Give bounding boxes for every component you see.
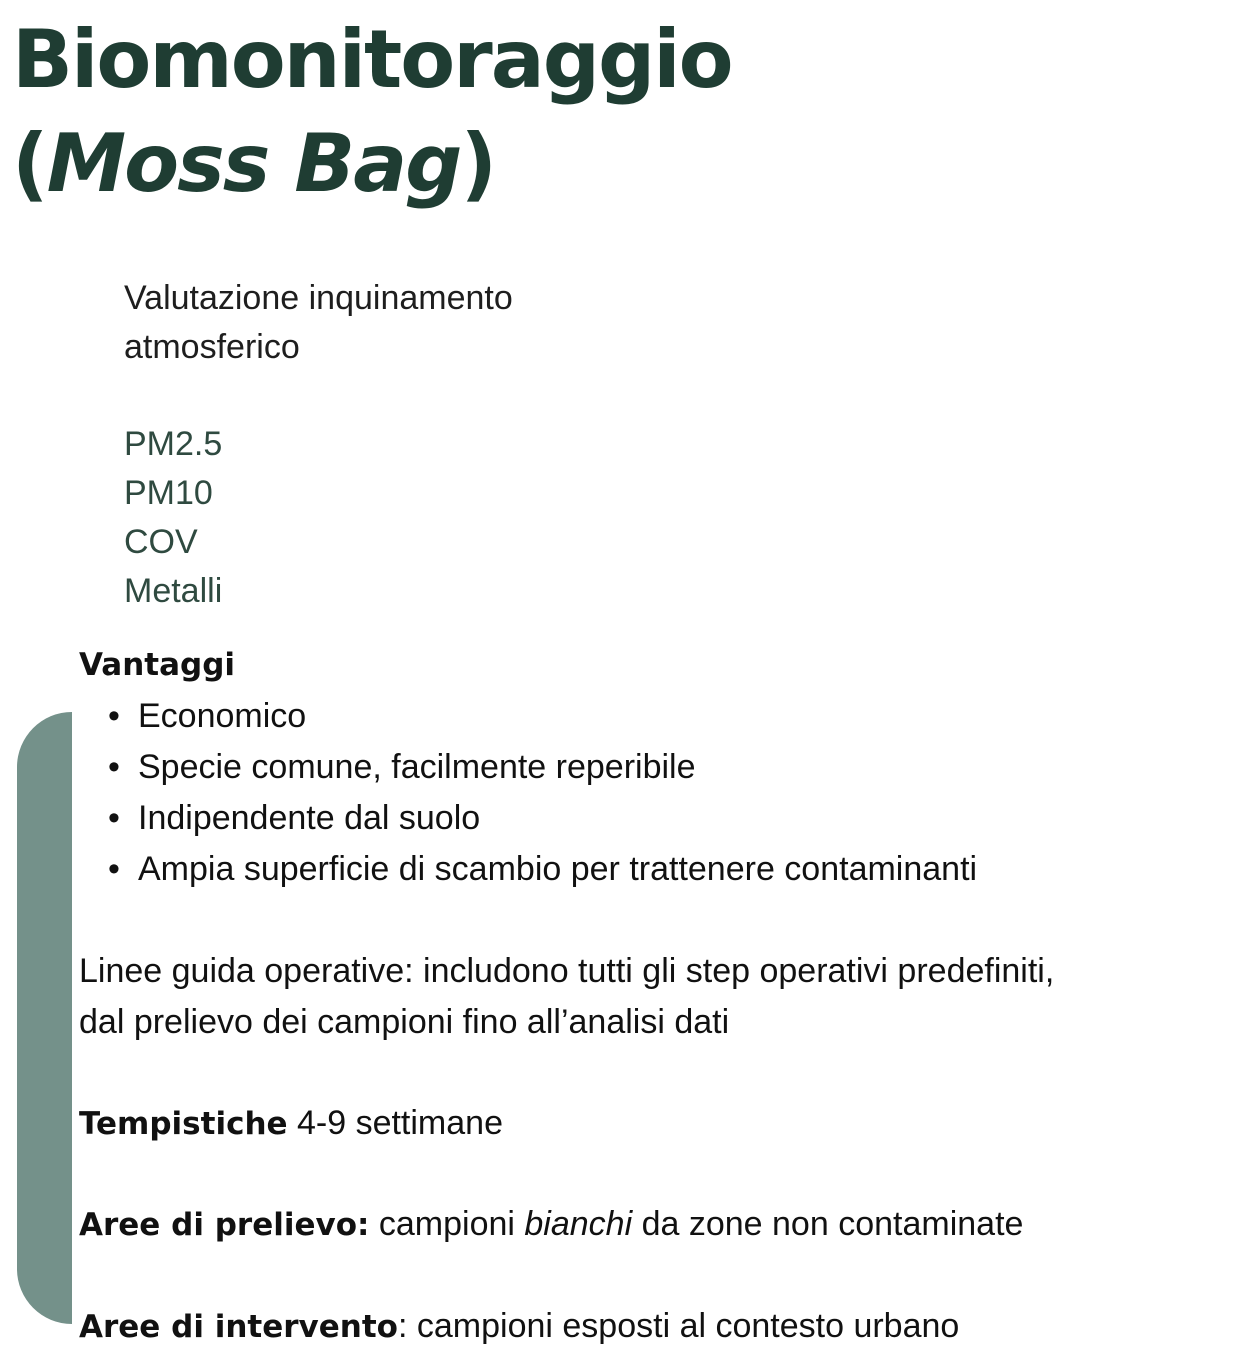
decorative-side-bar: [17, 712, 72, 1324]
tempistiche-line: [79, 1098, 503, 1150]
title-line-1: Biomonitoraggio: [12, 13, 732, 106]
pollutant-item: PM2.5: [124, 425, 223, 463]
aree-prelievo-text-after: da zone non contaminate: [632, 1205, 1024, 1243]
title-line-2: [12, 112, 732, 216]
vantaggi-list: [108, 691, 977, 895]
aree-prelievo-label: Aree di prelievo:: [79, 1207, 370, 1243]
vantaggi-item: • Ampia superficie di scambio per trattenere contaminanti: [108, 844, 977, 895]
aree-prelievo-italic: bianchi: [524, 1205, 633, 1243]
title-open-paren: (: [12, 117, 47, 210]
title-italic: Moss Bag: [46, 117, 461, 210]
vantaggi-item: • Indipendente dal suolo: [108, 793, 977, 844]
subtitle-line-2: atmosferico: [124, 328, 300, 366]
page-title: [12, 8, 732, 216]
tempistiche-label: Tempistiche: [79, 1106, 288, 1142]
vantaggi-heading: Vantaggi: [79, 647, 236, 683]
linee-guida-line-1: Linee guida operative: includono tutti gli step operativi predefiniti,: [79, 952, 1055, 990]
tempistiche-value: 4-9 settimane: [287, 1104, 503, 1142]
vantaggi-item: • Specie comune, facilmente reperibile: [108, 742, 977, 793]
subtitle-line-1: Valutazione inquinamento: [124, 279, 513, 317]
aree-intervento-label: Aree di intervento: [79, 1309, 398, 1345]
aree-intervento-text: : campioni esposti al contesto urbano: [397, 1307, 960, 1345]
subtitle: [124, 274, 644, 372]
aree-intervento-line: [79, 1301, 959, 1353]
pollutant-list: [124, 420, 222, 616]
pollutant-item: COV: [124, 523, 198, 561]
aree-prelievo-text-before: campioni: [369, 1205, 525, 1243]
pollutant-item: PM10: [124, 474, 213, 512]
vantaggi-item: • Economico: [108, 691, 977, 742]
linee-guida-line-2: dal prelievo dei campioni fino all’analisi dati: [79, 1003, 730, 1041]
title-close-paren: ): [460, 117, 496, 210]
aree-prelievo-line: [79, 1199, 1023, 1251]
pollutant-item: Metalli: [124, 572, 223, 610]
linee-guida-paragraph: [79, 946, 1229, 1048]
